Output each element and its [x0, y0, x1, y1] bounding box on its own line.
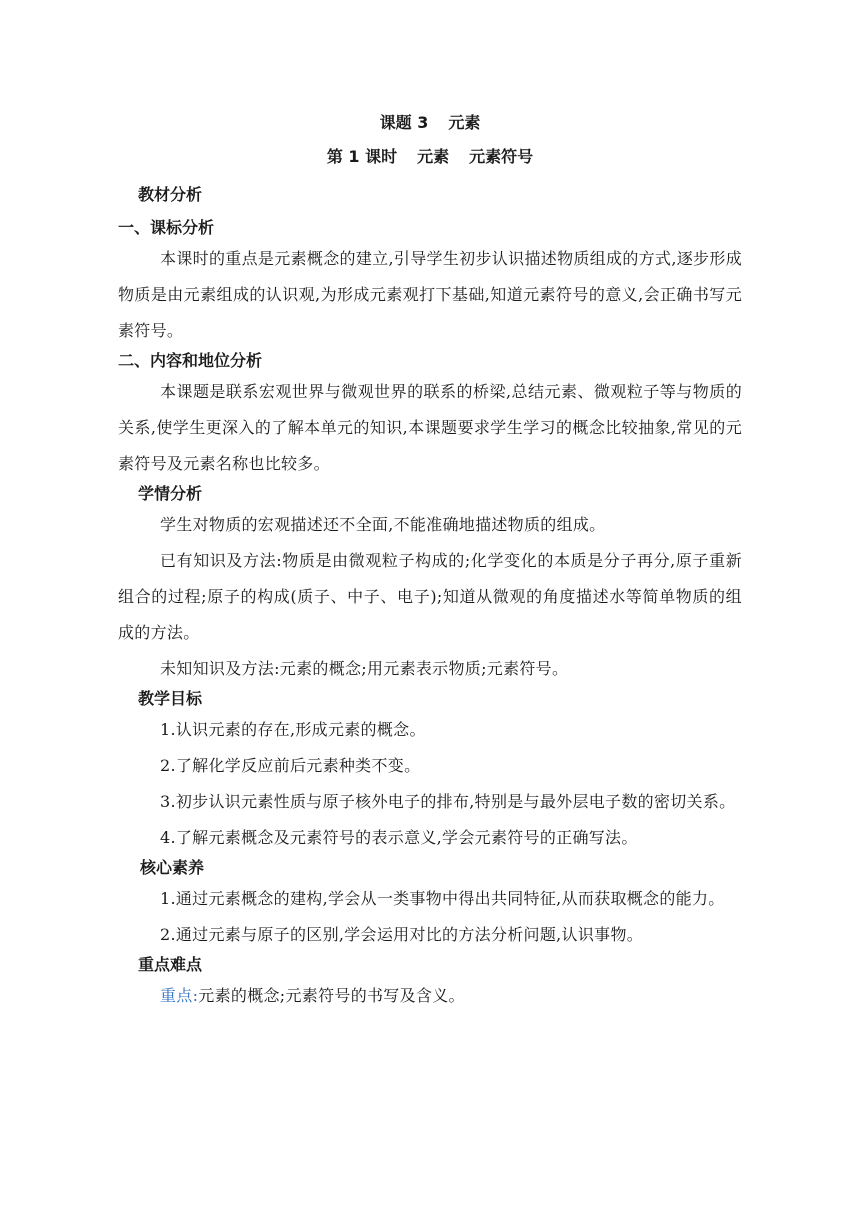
heading-student-analysis: 学情分析: [138, 484, 203, 503]
period-label: 第 1 课时: [326, 147, 398, 166]
lesson-title: [118, 113, 742, 133]
paragraph-student-3: 未知知识及方法:元素的概念;用元素表示物质;元素符号。: [160, 659, 569, 678]
subtitle-topic-2: 元素符号: [469, 147, 534, 166]
key-point-label: 重点:: [160, 986, 199, 1005]
heading-standard-analysis: 一、课标分析: [118, 218, 215, 237]
heading-key-difficult: 重点难点: [138, 955, 203, 974]
core-item: 2.通过元素与原子的区别,学会运用对比的方法分析问题,认识事物。: [160, 925, 644, 944]
lesson-subtitle: [118, 147, 742, 167]
heading-core-literacy: 核心素养: [140, 858, 205, 877]
key-point-line: [118, 978, 742, 1014]
paragraph-standard: 本课时的重点是元素概念的建立,引导学生初步认识描述物质组成的方式,逐步形成物质是由元素组成的认识观,为形成元素观打下基础,知道元素符号的意义,会正确书写元素符号。: [118, 249, 742, 340]
paragraph-student-1: 学生对物质的宏观描述还不全面,不能准确地描述物质的组成。: [160, 515, 606, 534]
paragraph-student-2: 已有知识及方法:物质是由微观粒子构成的;化学变化的本质是分子再分,原子重新组合的过程;原子的构成(质子、中子、电子);知道从微观的角度描述水等简单物质的组成的方法。: [118, 551, 742, 642]
heading-objectives: 教学目标: [138, 689, 203, 708]
heading-material-analysis: 教材分析: [138, 185, 203, 204]
paragraph-content: 本课题是联系宏观世界与微观世界的联系的桥梁,总结元素、微观粒子等与物质的关系,使学生更深入的了解本单元的知识,本课题要求学生学习的概念比较抽象,常见的元素符号及元素名称也比较多。: [118, 382, 742, 473]
lesson-number: 课题 3: [379, 113, 429, 132]
objective-item: 2.了解化学反应前后元素种类不变。: [160, 756, 421, 775]
document-page: [118, 96, 742, 1014]
objective-item: 1.认识元素的存在,形成元素的概念。: [160, 720, 426, 739]
core-item: 1.通过元素概念的建构,学会从一类事物中得出共同特征,从而获取概念的能力。: [160, 889, 725, 908]
heading-content-analysis: 二、内容和地位分析: [118, 351, 263, 370]
objective-item: 4.了解元素概念及元素符号的表示意义,学会元素符号的正确写法。: [160, 828, 638, 847]
objective-item: 3.初步认识元素性质与原子核外电子的排布,特别是与最外层电子数的密切关系。: [160, 792, 736, 811]
subtitle-topic-1: 元素: [417, 147, 450, 166]
lesson-topic: 元素: [448, 113, 481, 132]
key-point-text: 元素的概念;元素符号的书写及含义。: [198, 986, 465, 1005]
